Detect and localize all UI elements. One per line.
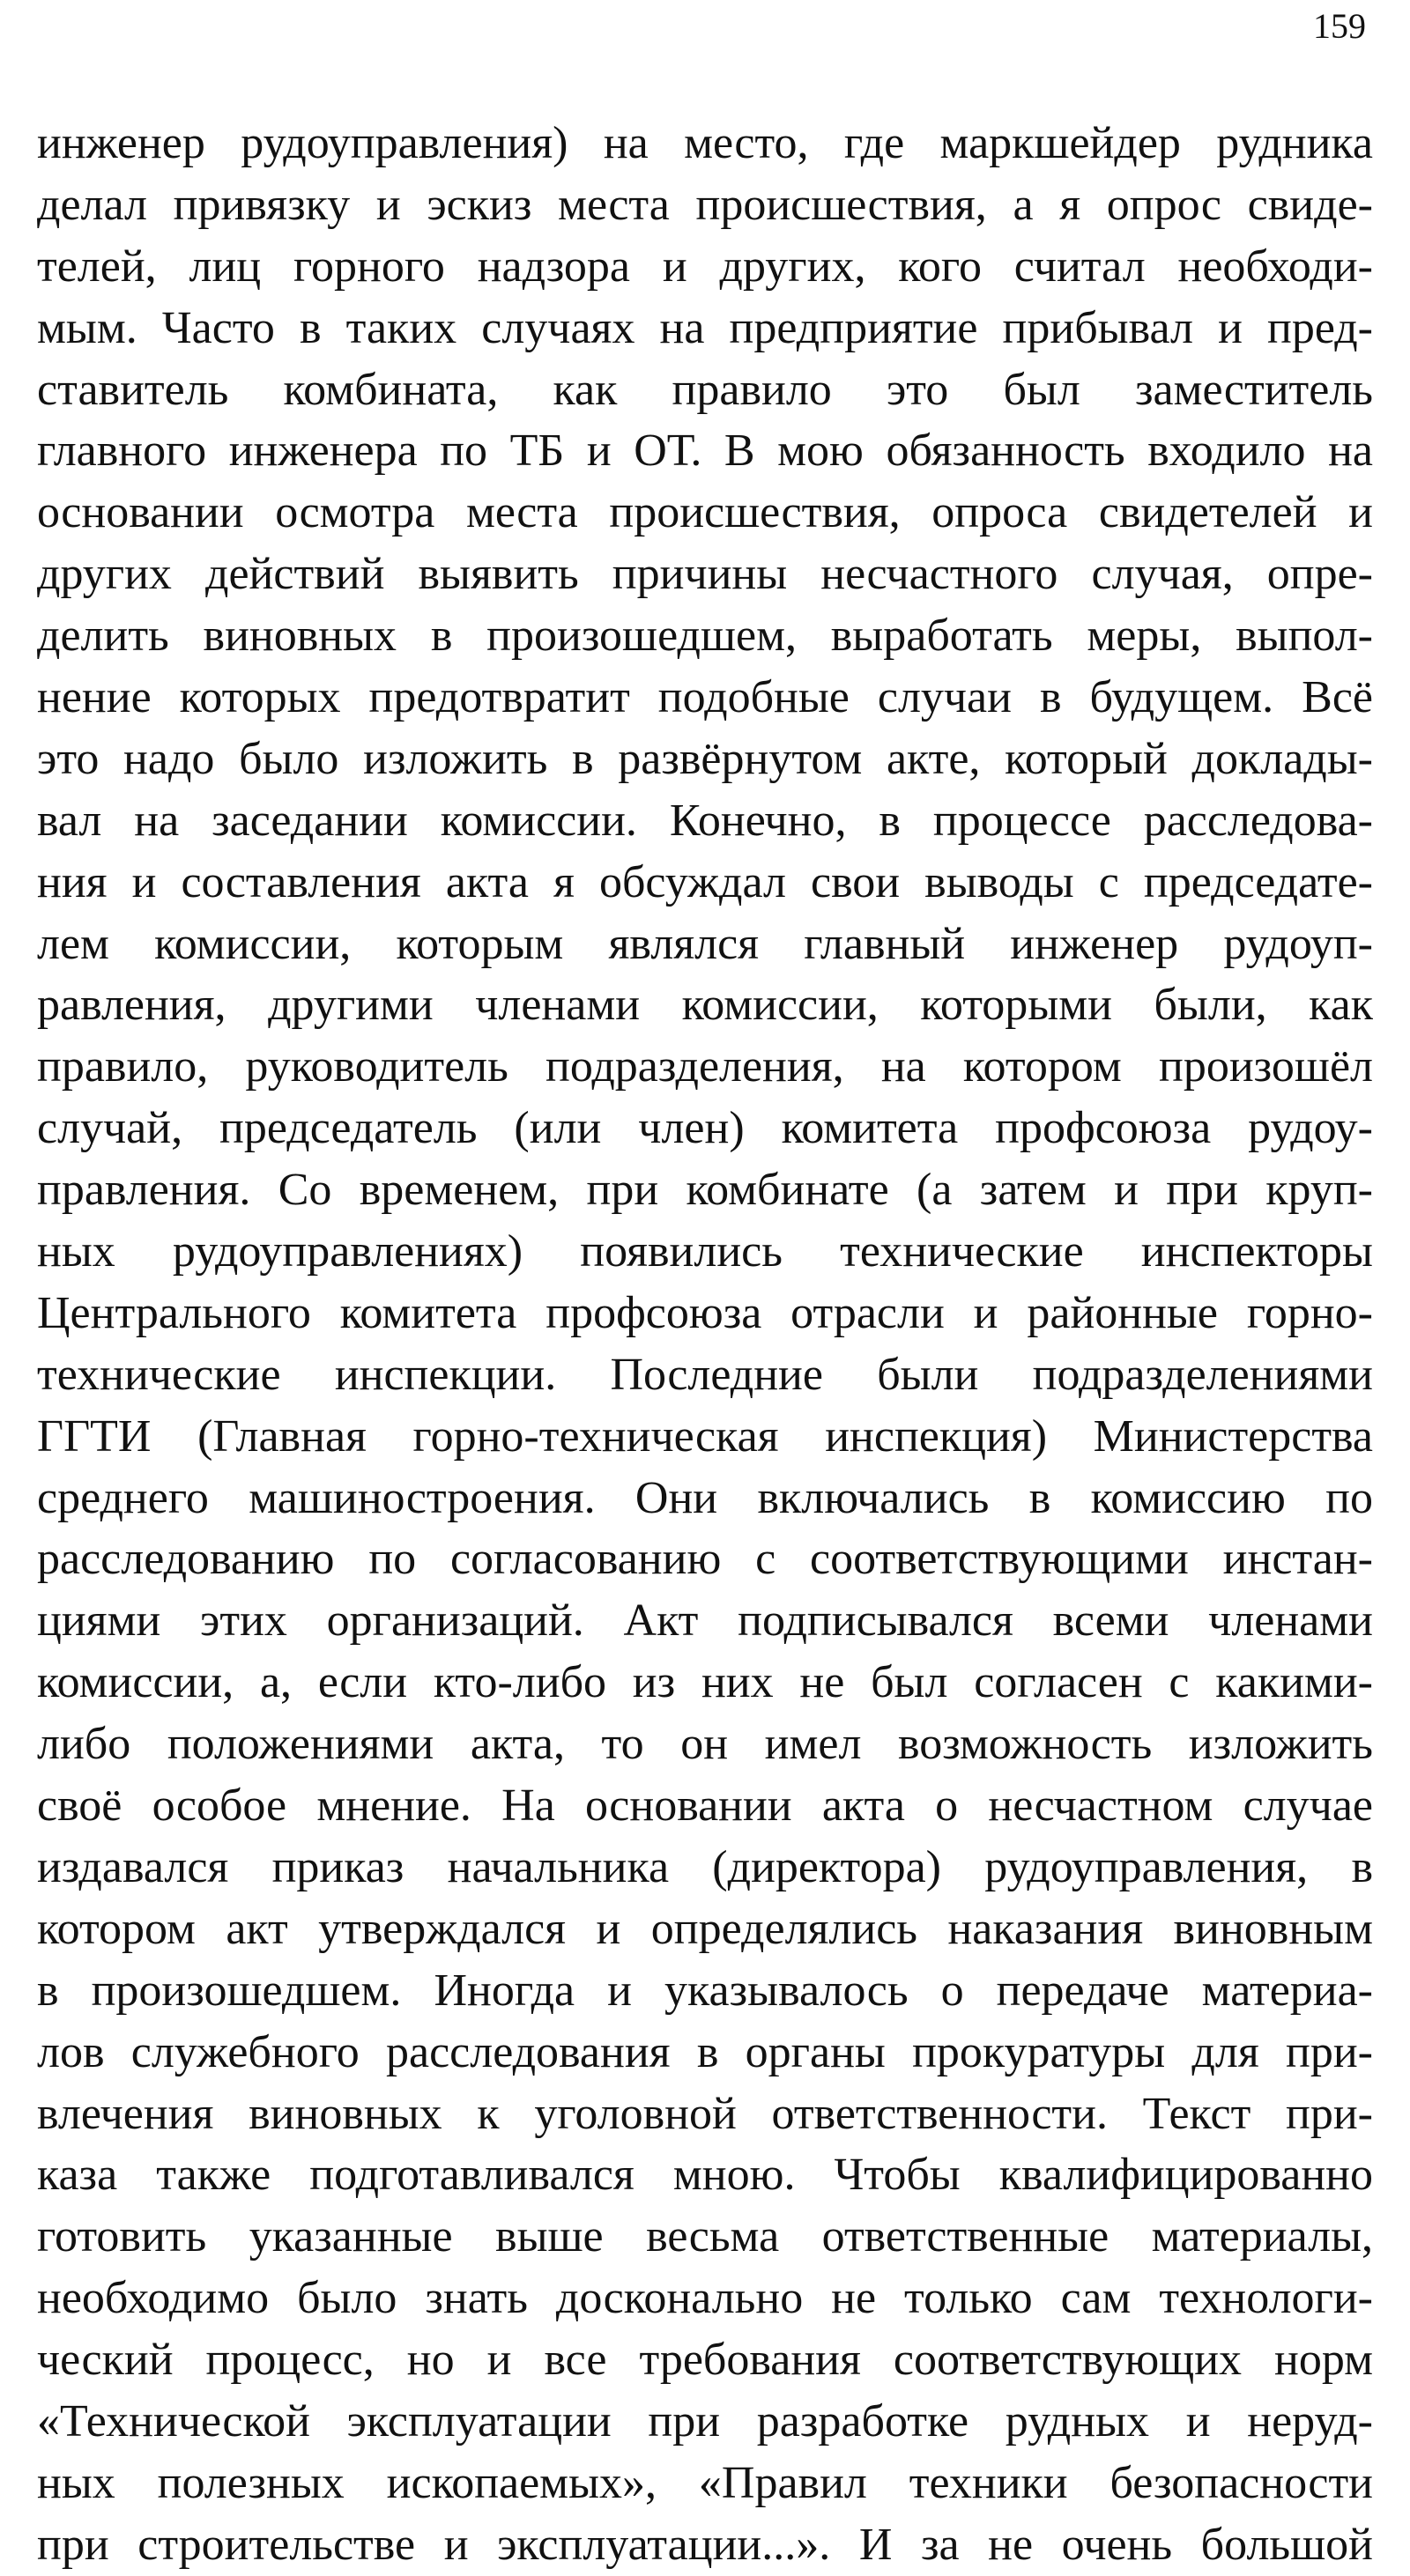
text-line: главного инженера по ТБ и ОТ. В мою обязанность входило на [37, 426, 1373, 477]
text-line: ставитель комбината, как правило это был заместитель [37, 364, 1373, 415]
text-line: ных полезных ископаемых», «Правил техники безопасности [37, 2457, 1373, 2508]
text-line: других действий выявить причины несчастного случая, опре- [37, 549, 1373, 600]
text-line: основании осмотра места происшествия, опроса свидетелей и [37, 487, 1373, 538]
text-line: готовить указанные выше весьма ответственные материалы, [37, 2211, 1373, 2262]
text-line: расследованию по согласованию с соответствующими инстан- [37, 1534, 1373, 1585]
text-line: равления, другими членами комиссии, которыми были, как [37, 980, 1373, 1031]
page-number: 159 [1313, 6, 1366, 46]
text-line: делить виновных в произошедшем, выработать меры, выпол- [37, 611, 1373, 662]
text-line: вал на заседании комиссии. Конечно, в процессе расследова- [37, 795, 1373, 846]
text-line: необходимо было знать досконально не только сам технологи- [37, 2273, 1373, 2324]
text-line: каза также подготавливался мною. Чтобы квалифицированно [37, 2150, 1373, 2201]
text-line: влечения виновных к уголовной ответственности. Текст при- [37, 2088, 1373, 2139]
text-line: ния и составления акта я обсуждал свои выводы с председате- [37, 856, 1373, 907]
text-line: издавался приказ начальника (директора) рудоуправления, в [37, 1841, 1373, 1892]
text-line: котором акт утверждался и определялись наказания виновным [37, 1903, 1373, 1954]
text-line: «Технической эксплуатации при разработке рудных и неруд- [37, 2395, 1373, 2446]
text-line: правления. Со временем, при комбинате (а затем и при круп- [37, 1165, 1373, 1216]
text-line: ных рудоуправлениях) появились технические инспекторы [37, 1226, 1373, 1277]
text-line: своё особое мнение. На основании акта о несчастном случае [37, 1780, 1373, 1832]
text-line: мым. Часто в таких случаях на предприятие прибывал и пред- [37, 302, 1373, 353]
text-line: это надо было изложить в развёрнутом акте, который доклады- [37, 733, 1373, 784]
text-line: нение которых предотвратит подобные случаи в будущем. Всё [37, 672, 1373, 723]
text-line: среднего машиностроения. Они включались в комиссию по [37, 1472, 1373, 1523]
text-line: комиссии, а, если кто-либо из них не был согласен с какими- [37, 1657, 1373, 1708]
text-line: телей, лиц горного надзора и других, кого считал необходи- [37, 241, 1373, 292]
text-line: циями этих организаций. Акт подписывался всеми членами [37, 1595, 1373, 1647]
text-line: ческий процесс, но и все требования соответствующих норм [37, 2335, 1373, 2386]
text-line: инженер рудоуправления) на место, где маркшейдер рудника [37, 118, 1373, 168]
text-line: при строительстве и эксплуатации...». И за не очень большой [37, 2519, 1373, 2570]
text-line: в произошедшем. Иногда и указывалось о передаче материа- [37, 1965, 1373, 2016]
text-line: лем комиссии, которым являлся главный инженер рудоуп- [37, 918, 1373, 969]
text-line: делал привязку и эскиз места происшествия, а я опрос свиде- [37, 179, 1373, 230]
text-line: либо положениями акта, то он имел возможность изложить [37, 1719, 1373, 1770]
text-line: технические инспекции. Последние были подразделениями [37, 1349, 1373, 1400]
text-line: Центрального комитета профсоюза отрасли и районные горно- [37, 1287, 1373, 1338]
text-line: ГГТИ (Главная горно-техническая инспекция) Министерства [37, 1410, 1373, 1462]
text-line: лов служебного расследования в органы прокуратуры для при- [37, 2026, 1373, 2077]
text-line: правило, руководитель подразделения, на котором произошёл [37, 1041, 1373, 1092]
text-line: случай, председатель (или член) комитета профсоюза рудоу- [37, 1103, 1373, 1154]
body-text [37, 113, 1373, 2576]
